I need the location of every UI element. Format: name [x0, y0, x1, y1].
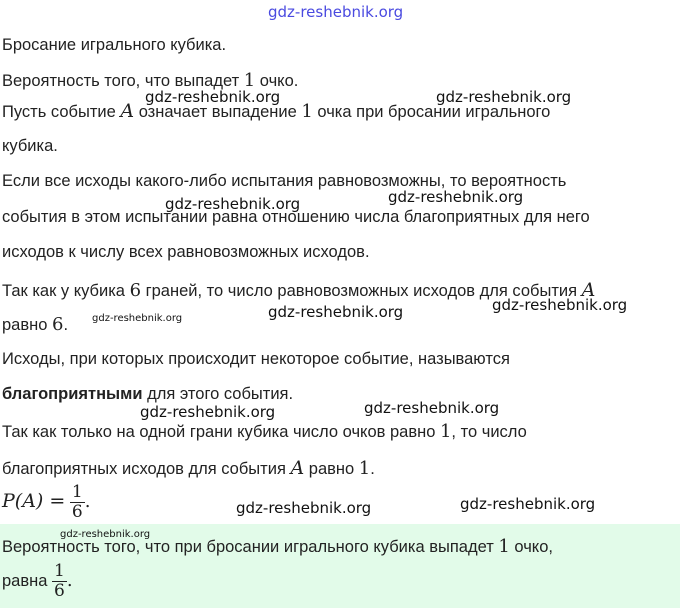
fraction-denominator: 6 [71, 502, 83, 522]
problem-title: Бросание игрального кубика. [2, 36, 227, 54]
text: . [84, 490, 91, 512]
watermark: gdz-reshebnik.org [145, 88, 281, 106]
text: Пусть событие [2, 103, 121, 121]
solution-line-10 [2, 421, 527, 442]
watermark: gdz-reshebnik.org [492, 296, 628, 314]
text: равно [2, 316, 52, 334]
watermark: gdz-reshebnik.org [236, 499, 372, 517]
fraction [70, 483, 85, 522]
math-var-a: A [120, 100, 135, 122]
text: Вероятность того, что при бросании игрального кубика выпадет [2, 538, 499, 556]
question-prefix: Вероятность того, что выпадет [2, 72, 244, 90]
text: . [66, 569, 73, 591]
watermark: gdz-reshebnik.org [140, 403, 276, 421]
solution-line-11 [2, 457, 375, 479]
math-one: 1 [358, 458, 371, 479]
solution-line-5: исходов к числу всех равновозможных исходов. [2, 243, 370, 261]
math-six: 6 [129, 280, 142, 301]
watermark: gdz-reshebnik.org [364, 399, 500, 417]
text: Так как у кубика [2, 282, 130, 300]
watermark: gdz-reshebnik.org [436, 88, 572, 106]
solution-line-3: Если все исходы какого-либо испытания равновозможны, то вероятность [2, 172, 567, 190]
solution-line-9 [2, 385, 293, 404]
fraction-denominator: 6 [54, 581, 65, 601]
solution-line-7 [2, 314, 68, 335]
answer-line-2 [2, 562, 73, 601]
solution-line-4: события в этом испытании равна отношению числа благоприятных для него [2, 208, 590, 226]
text: . [63, 316, 69, 334]
math-six: 6 [52, 314, 64, 335]
text: Так как только на одной грани кубика число очков равно [2, 423, 440, 441]
math-var-a: A [581, 279, 596, 301]
text: , то число [451, 423, 527, 441]
fraction-numerator: 1 [71, 482, 83, 502]
text: для этого события. [142, 385, 294, 403]
math-var-a: A [290, 457, 305, 479]
fraction-numerator: 1 [54, 561, 65, 581]
math-one: 1 [243, 70, 256, 91]
text: равна [2, 571, 52, 590]
watermark: gdz-reshebnik.org [460, 495, 596, 513]
text: . [370, 460, 375, 478]
text: очко, [509, 538, 553, 556]
text: означает выпадение [134, 103, 302, 121]
text: равно [304, 460, 359, 478]
formula-lhs: P(A) = [2, 489, 66, 512]
question-suffix: очко. [255, 72, 299, 90]
math-one: 1 [498, 536, 510, 557]
text: благоприятных исходов для события [2, 460, 291, 478]
watermark: gdz-reshebnik.org [268, 303, 404, 321]
watermark: gdz-reshebnik.org [165, 195, 301, 213]
watermark: gdz-reshebnik.org [388, 188, 524, 206]
probability-formula [2, 483, 90, 522]
text: очка при бросании игрального [312, 103, 551, 121]
watermark: gdz-reshebnik.org [268, 3, 404, 21]
solution-line-8: Исходы, при которых происходит некоторое событие, называются [2, 350, 510, 368]
solution-line-2: кубика. [2, 137, 58, 155]
watermark: gdz-reshebnik.org [60, 529, 151, 540]
fraction [52, 562, 67, 601]
watermark: gdz-reshebnik.org [92, 313, 183, 324]
text: граней, то число равновозможных исходов для события [141, 282, 582, 300]
bold-term: благоприятными [2, 385, 143, 403]
math-one: 1 [439, 421, 452, 442]
math-one: 1 [301, 101, 313, 122]
